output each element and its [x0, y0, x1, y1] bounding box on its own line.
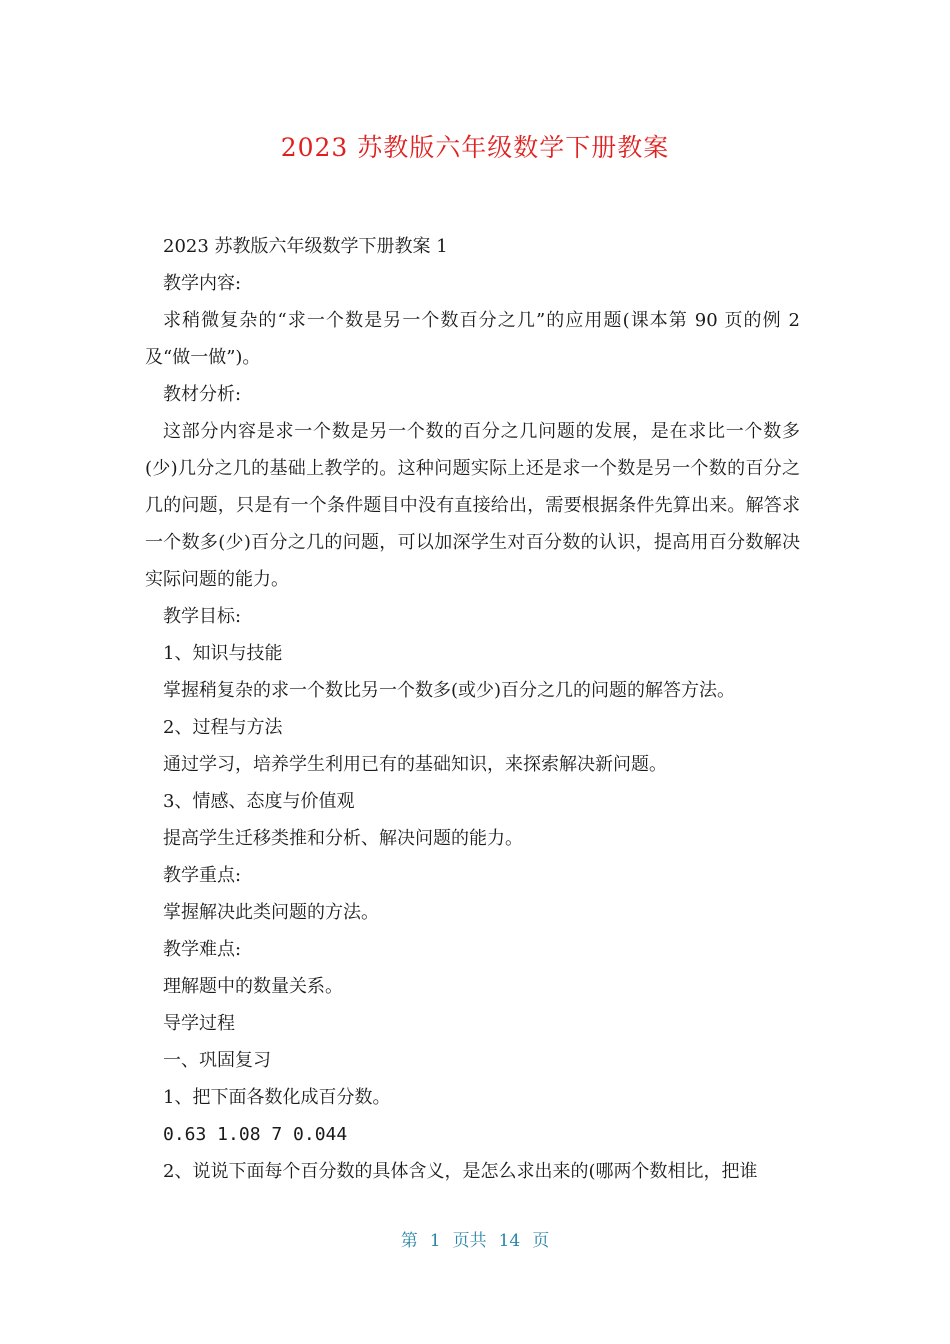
paragraph-content: 2、说说下面每个百分数的具体含义，是怎么求出来的(哪两个数相比，把谁	[163, 1161, 758, 1182]
footer-page-number: 1	[429, 1231, 441, 1251]
paragraph-subheading: 3、情感、态度与价值观	[163, 791, 355, 812]
paragraph-heading: 2023 苏教版六年级数学下册教案 1	[163, 236, 448, 257]
paragraph-content: 提高学生迁移类推和分析、解决问题的能力。	[163, 828, 523, 849]
footer-page-prefix: 第	[400, 1231, 418, 1251]
footer-page-mid: 页共	[452, 1231, 487, 1251]
paragraph-content: 求稍微复杂的“求一个数是另一个数百分之几”的应用题(课本第 90 页的例 2 及“做一做”)。	[145, 310, 800, 368]
paragraph-subheading: 一、巩固复习	[163, 1050, 271, 1071]
paragraph-section-label: 教材分析:	[163, 384, 242, 405]
paragraph-content: 掌握解决此类问题的方法。	[163, 902, 379, 923]
page-footer	[0, 1226, 950, 1251]
paragraph-content: 掌握稍复杂的求一个数比另一个数多(或少)百分之几的问题的解答方法。	[163, 680, 736, 701]
document-body	[145, 228, 800, 1190]
paragraph-section-label: 导学过程	[163, 1013, 235, 1034]
paragraph-section-label: 教学难点:	[163, 939, 242, 960]
footer-page-suffix: 页	[532, 1231, 550, 1251]
paragraph-subheading: 2、过程与方法	[163, 717, 283, 738]
paragraph-section-label: 教学内容:	[163, 273, 242, 294]
paragraph-numbers: 0.63 1.08 7 0.044	[163, 1124, 348, 1145]
paragraph-content: 这部分内容是求一个数是另一个数的百分之几问题的发展，是在求比一个数多(少)几分之几的基础上教学的。这种问题实际上还是求一个数是另一个数的百分之几的问题，只是有一个条件题目中没有直接给出，需要根据条件先算出来。解答求一个数多(少)百分之几的问题，可以加深学生对百分数的认识，提高用百分数解决实际问题的能力。	[145, 421, 800, 590]
paragraph-subheading: 1、知识与技能	[163, 643, 283, 664]
footer-total-pages: 14	[498, 1231, 521, 1251]
paragraph-section-label: 教学目标:	[163, 606, 242, 627]
paragraph-subheading: 1、把下面各数化成百分数。	[163, 1087, 391, 1108]
paragraph-content: 通过学习，培养学生利用已有的基础知识，来探索解决新问题。	[163, 754, 667, 775]
paragraph-section-label: 教学重点:	[163, 865, 242, 886]
document-title: 2023 苏教版六年级数学下册教案	[280, 133, 670, 162]
paragraph-content: 理解题中的数量关系。	[163, 976, 343, 997]
